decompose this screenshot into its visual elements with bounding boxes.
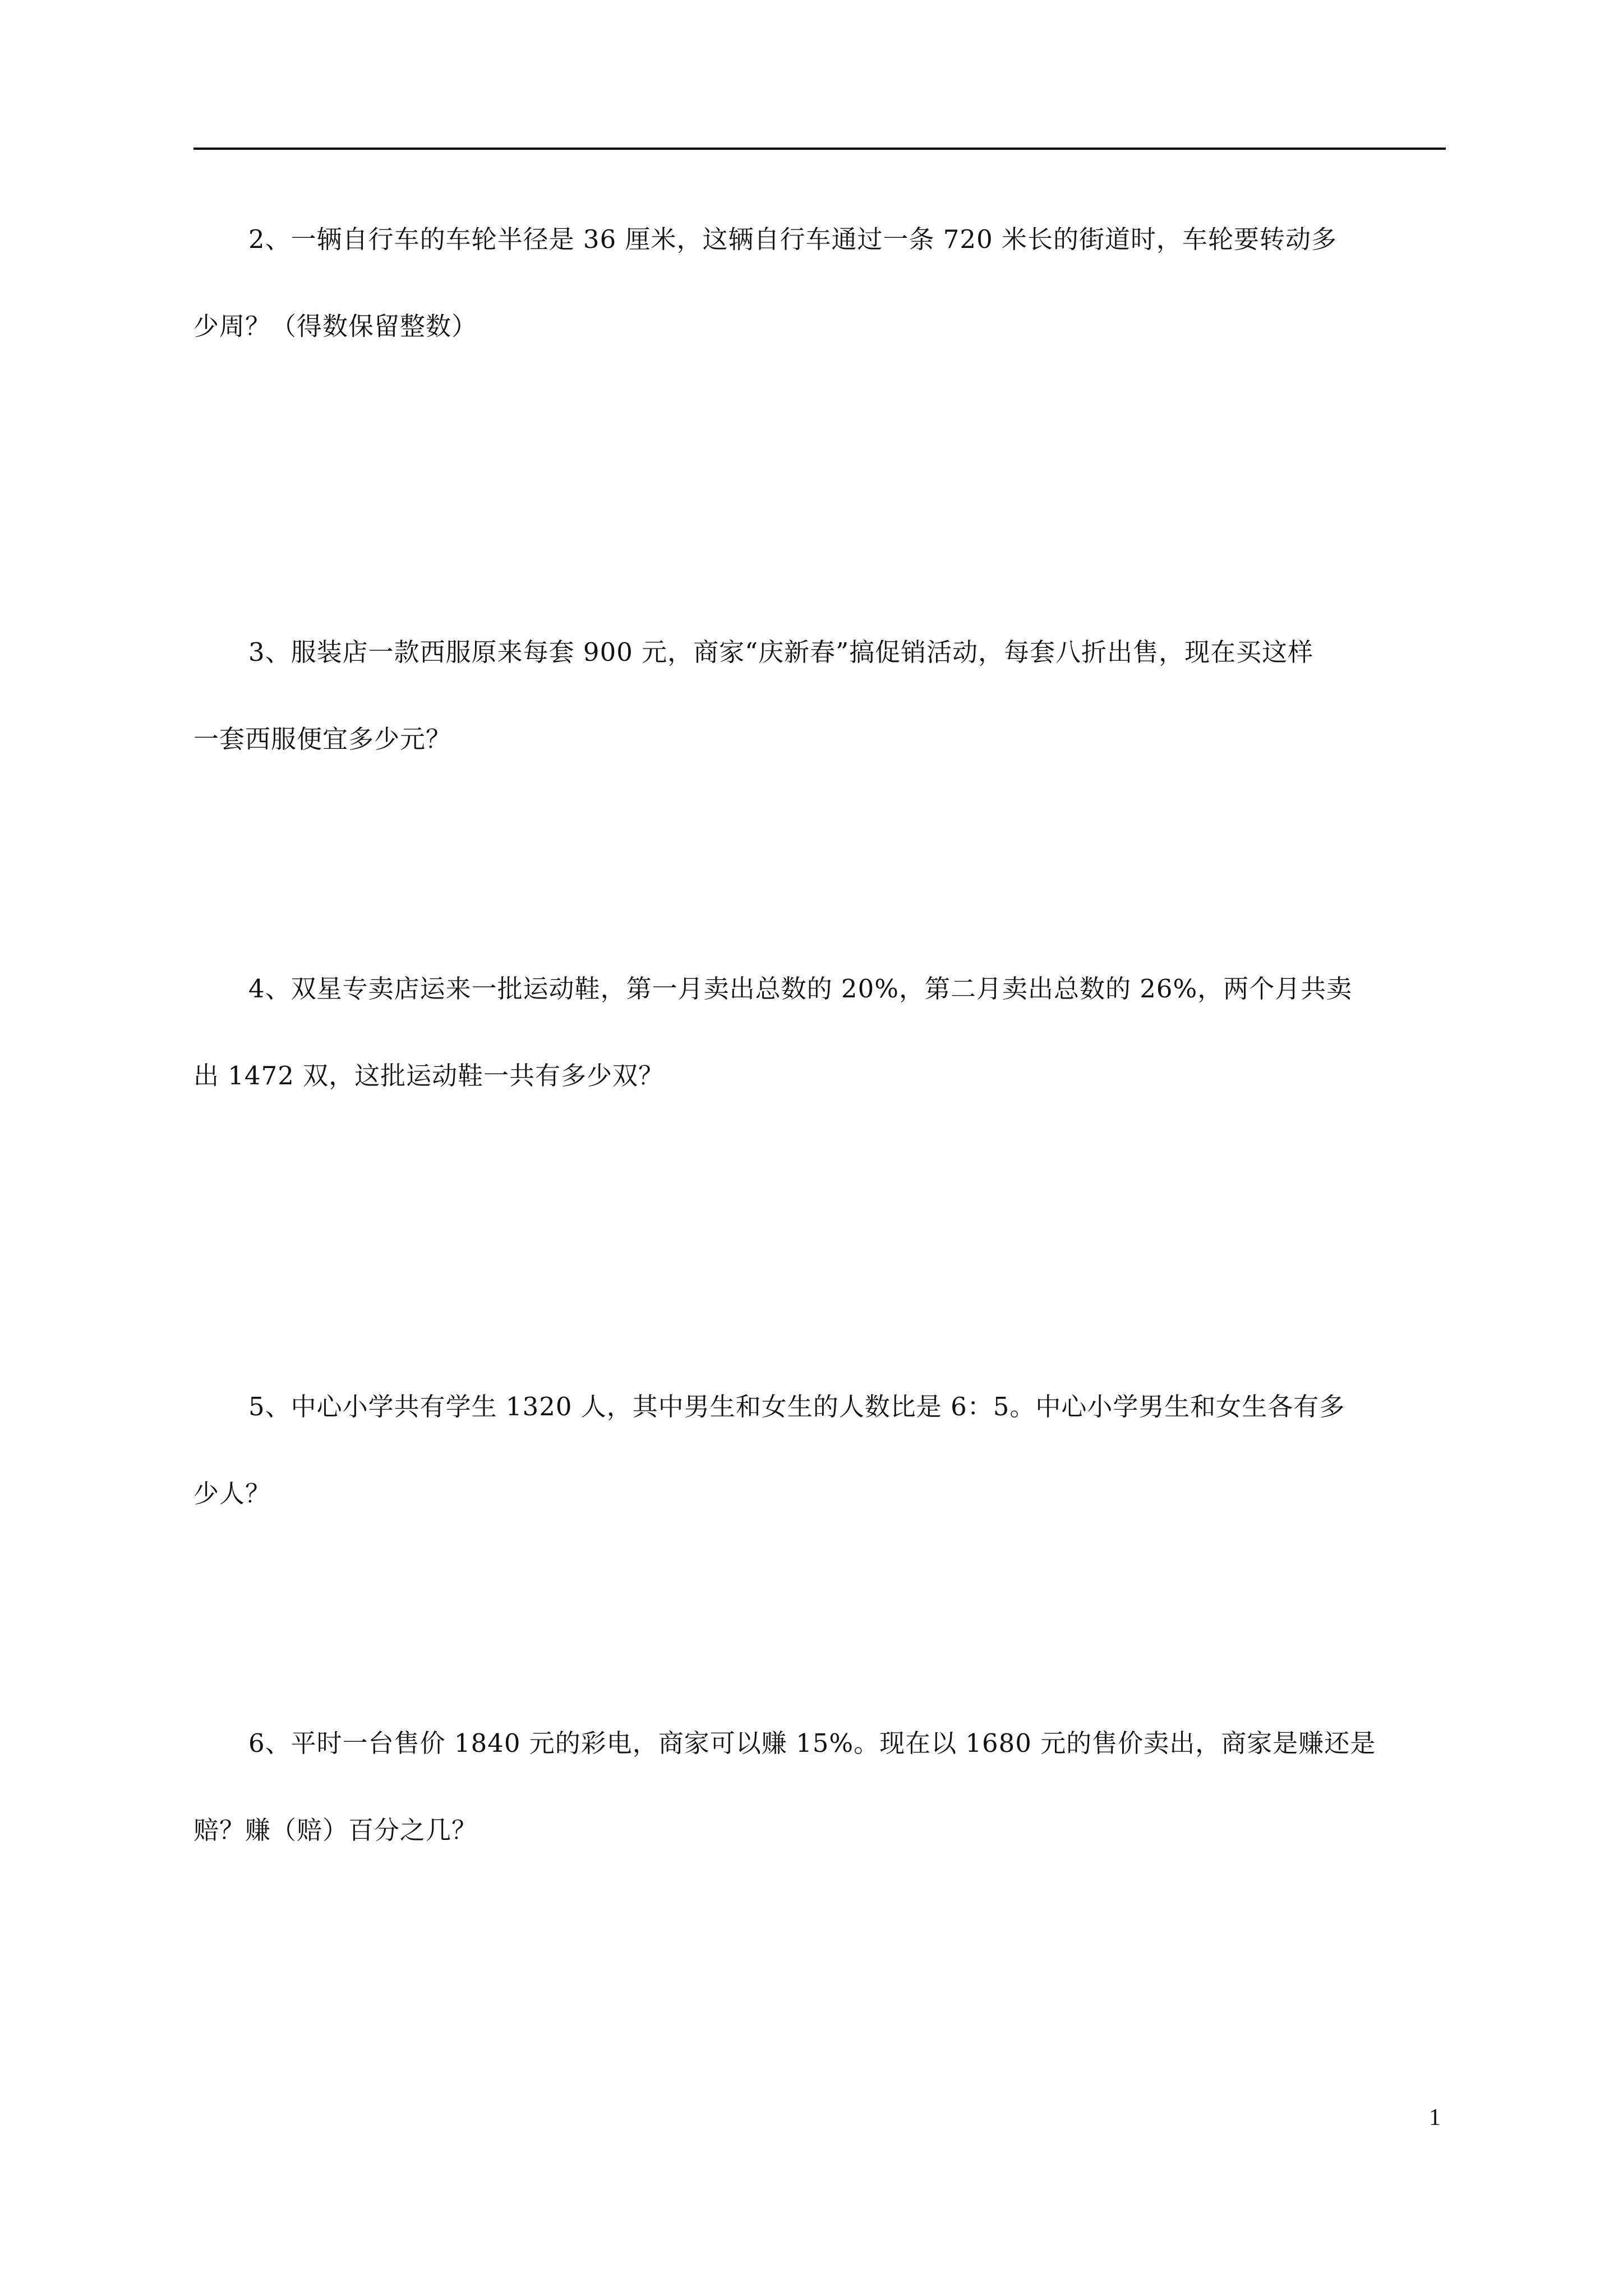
problem-6-line-2: 赔？赚（赔）百分之几？ <box>193 1815 478 1845</box>
problem-6-line-1: 6、平时一台售价 1840 元的彩电，商家可以赚 15%。现在以 1680 元的售价卖出，商家是赚还是 <box>248 1728 1376 1758</box>
problem-3-line-2: 一套西服便宜多少元？ <box>193 724 452 754</box>
header-rule <box>193 148 1446 150</box>
problem-4-line-2: 出 1472 双，这批运动鞋一共有多少双？ <box>193 1061 665 1091</box>
problem-6 <box>193 1700 1446 1874</box>
problem-2 <box>193 196 1446 370</box>
problem-5 <box>193 1363 1446 1537</box>
page-number: 1 <box>1429 2105 1441 2131</box>
problem-2-line-2: 少周？（得数保留整数） <box>193 311 478 341</box>
problem-5-line-2: 少人？ <box>193 1479 271 1508</box>
problem-3-line-1: 3、服装店一款西服原来每套 900 元，商家“庆新春”搞促销活动，每套八折出售，现在买这样 <box>248 637 1314 667</box>
problem-4 <box>193 945 1446 1119</box>
problem-3 <box>193 609 1446 783</box>
problem-5-line-1: 5、中心小学共有学生 1320 人，其中男生和女生的人数比是 6：5。中心小学男生和女生各有多 <box>248 1392 1345 1421</box>
problem-4-line-1: 4、双星专卖店运来一批运动鞋，第一月卖出总数的 20%，第二月卖出总数的 26%，两个月共卖 <box>248 974 1353 1004</box>
problem-2-line-1: 2、一辆自行车的车轮半径是 36 厘米，这辆自行车通过一条 720 米长的街道时，车轮要转动多 <box>248 224 1338 254</box>
